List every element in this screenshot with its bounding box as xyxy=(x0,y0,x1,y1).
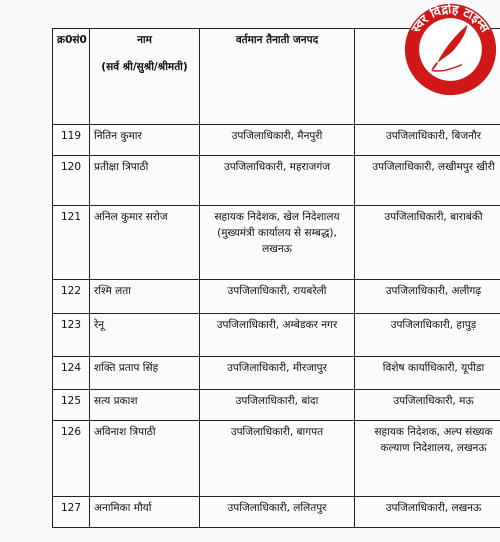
cell-new-posting: उपजिलाधिकारी, अलीगढ़ xyxy=(355,280,500,314)
cell-new-posting: सहायक निदेशक, अल्प संख्यक कल्याण निदेशालय, लखनऊ xyxy=(355,421,500,497)
logo-title: स्वर विद्रोह टाइम्स xyxy=(408,2,493,35)
cell-new-posting: उपजिलाधिकारी, लखीमपुर खीरी xyxy=(355,156,500,206)
cell-name: रेनू xyxy=(90,314,200,357)
table-row xyxy=(53,280,500,314)
cell-serial: 122 xyxy=(53,280,90,314)
table-row xyxy=(53,314,500,357)
header-name-subtitle: (सर्व श्री/सुश्री/श्रीमती) xyxy=(101,61,188,73)
cell-current-posting: उपजिलाधिकारी, महराजगंज xyxy=(200,156,355,206)
cell-name: प्रतीक्षा त्रिपाठी xyxy=(90,156,200,206)
header-name xyxy=(90,29,200,125)
table-row xyxy=(53,357,500,390)
cell-new-posting: विशेष कार्याधिकारी, यूपीडा xyxy=(355,357,500,390)
table-row xyxy=(53,156,500,206)
cell-serial: 119 xyxy=(53,125,90,156)
cell-serial: 125 xyxy=(53,390,90,421)
header-serial: क्र0सं0 xyxy=(53,29,90,125)
cell-new-posting: उपजिलाधिकारी, बाराबंकी xyxy=(355,206,500,280)
cell-name: अनिल कुमार सरोज xyxy=(90,206,200,280)
cell-current-posting: उपजिलाधिकारी, मैनपुरी xyxy=(200,125,355,156)
transfer-table xyxy=(52,28,500,528)
cell-serial: 126 xyxy=(53,421,90,497)
cell-serial: 123 xyxy=(53,314,90,357)
cell-new-posting: उपजिलाधिकारी, बिजनौर xyxy=(355,125,500,156)
cell-current-posting: उपजिलाधिकारी, मीरजापुर xyxy=(200,357,355,390)
table-row xyxy=(53,497,500,528)
table-row xyxy=(53,206,500,280)
table-row xyxy=(53,125,500,156)
cell-name: सत्य प्रकाश xyxy=(90,390,200,421)
cell-name: रश्मि लता xyxy=(90,280,200,314)
newspaper-logo xyxy=(403,2,498,97)
cell-new-posting: उपजिलाधिकारी, मऊ xyxy=(355,390,500,421)
cell-current-posting: उपजिलाधिकारी, बागपत xyxy=(200,421,355,497)
cell-serial: 120 xyxy=(53,156,90,206)
cell-new-posting: उपजिलाधिकारी, हापुड़ xyxy=(355,314,500,357)
cell-name: अविनाश त्रिपाठी xyxy=(90,421,200,497)
cell-current-posting: उपजिलाधिकारी, बांदा xyxy=(200,390,355,421)
cell-name: शक्ति प्रताप सिंह xyxy=(90,357,200,390)
cell-serial: 127 xyxy=(53,497,90,528)
cell-name: नितिन कुमार xyxy=(90,125,200,156)
cell-current-posting: उपजिलाधिकारी, ललितपुर xyxy=(200,497,355,528)
cell-current-posting: उपजिलाधिकारी, अम्बेडकर नगर xyxy=(200,314,355,357)
cell-serial: 121 xyxy=(53,206,90,280)
cell-name: अनामिका मौर्या xyxy=(90,497,200,528)
cell-current-posting: उपजिलाधिकारी, रायबरेली xyxy=(200,280,355,314)
table-body xyxy=(53,125,500,528)
cell-serial: 124 xyxy=(53,357,90,390)
table-row xyxy=(53,390,500,421)
header-current-posting: वर्तमान तैनाती जनपद xyxy=(200,29,355,125)
header-name-label: नाम xyxy=(137,34,152,46)
table-row xyxy=(53,421,500,497)
cell-new-posting: उपजिलाधिकारी, लखनऊ xyxy=(355,497,500,528)
cell-current-posting: सहायक निदेशक, खेल निदेशालय (मुख्यमंत्री कार्यालय से सम्बद्ध), लखनऊ xyxy=(200,206,355,280)
